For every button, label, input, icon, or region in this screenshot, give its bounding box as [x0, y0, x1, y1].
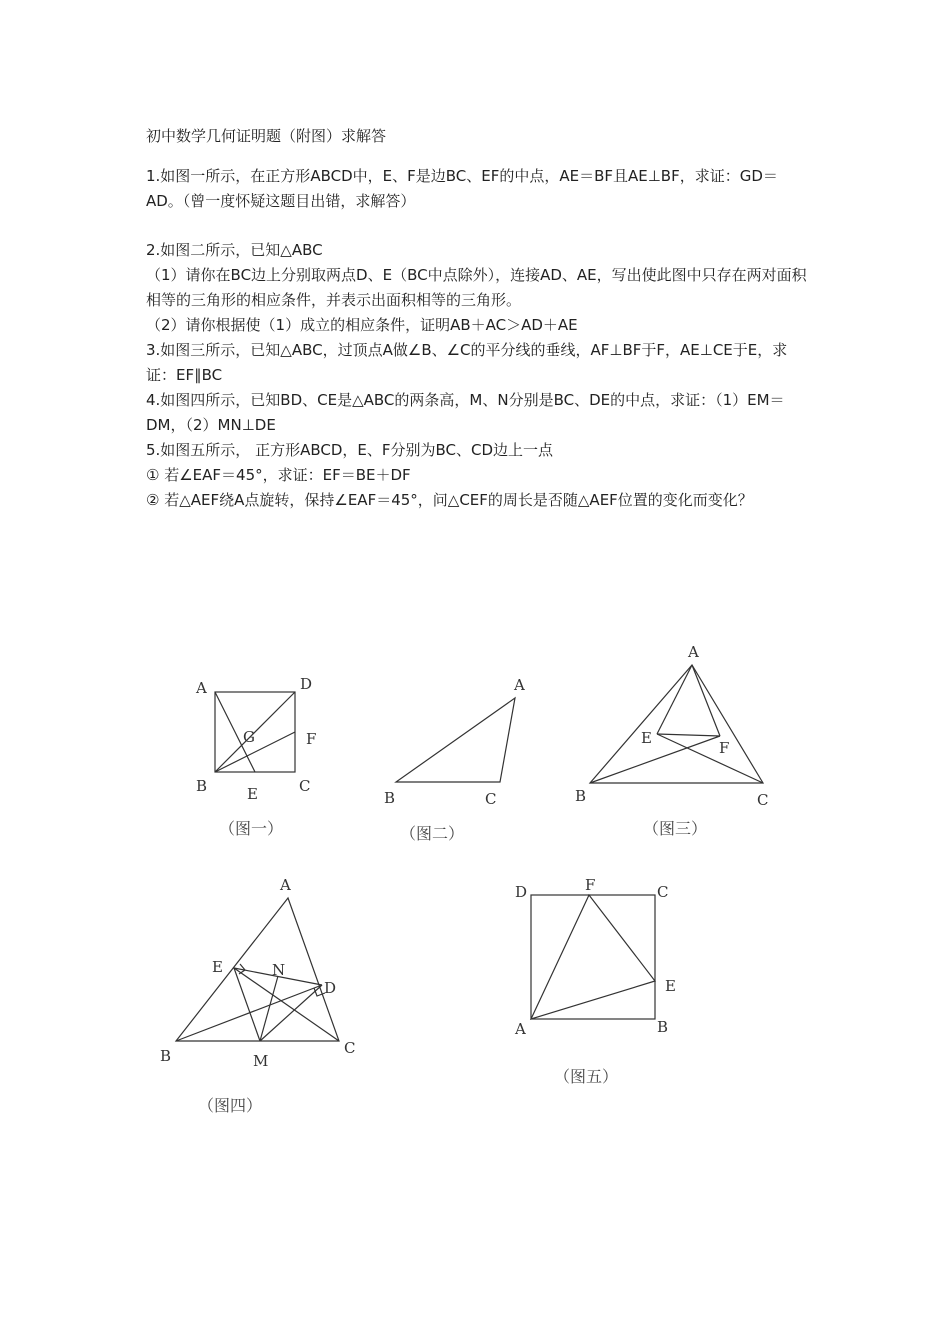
fig5-label-C: C [657, 883, 669, 901]
fig3-label-E: E [641, 729, 652, 747]
fig5-label-F: F [585, 876, 596, 894]
fig3-label-A: A [688, 643, 699, 661]
question-2: 2.如图二所示，已知△ABC [146, 241, 323, 259]
fig3-label-F: F [719, 739, 730, 757]
fig4-caption: （图四） [198, 1096, 263, 1115]
fig1-caption: （图一） [219, 819, 284, 838]
fig2-caption: （图二） [400, 824, 465, 843]
fig1-label-F: F [306, 730, 317, 748]
fig1-label-C: C [299, 777, 311, 795]
fig5-label-B: B [657, 1018, 669, 1036]
fig1-label-D: D [300, 675, 313, 693]
fig5-label-A: A [515, 1020, 526, 1038]
fig5-label-E: E [665, 977, 676, 995]
fig4-label-C: C [344, 1039, 356, 1057]
question-1: 1.如图一所示，在正方形ABCD中，E、F是边BC、EF的中点，AE＝BF且AE⊥BF，求证：GD＝AD。（曾一度怀疑这题目出错，求解答） [146, 167, 778, 210]
document-title: 初中数学几何证明题（附图）求解答 [146, 127, 387, 145]
question-2-part-2: （2）请你根据使（1）成立的相应条件，证明AB＋AC＞AD＋AE [146, 316, 578, 334]
fig4-label-B: B [160, 1047, 172, 1065]
question-3: 3.如图三所示，已知△ABC，过顶点A做∠B、∠C的平分线的垂线，AF⊥BF于F，AE⊥CE于E，求证：EF∥BC [146, 341, 788, 384]
fig5-triangle-AEF [531, 895, 655, 1019]
fig5-caption: （图五） [554, 1067, 619, 1086]
fig2-label-C: C [485, 790, 497, 808]
fig4-label-E: E [212, 958, 223, 976]
fig1-label-A: A [196, 679, 207, 697]
question-5: 5.如图五所示， 正方形ABCD，E、F分别为BC、CD边上一点 [146, 441, 554, 459]
question-2-part-1: （1）请你在BC边上分别取两点D、E（BC中点除外），连接AD、AE，写出使此图中只存在两对面积相等的三角形的相应条件，并表示出面积相等的三角形。 [146, 266, 807, 309]
fig5-label-D: D [515, 883, 528, 901]
question-5-part-1: ① 若∠EAF＝45°，求证：EF＝BE＋DF [146, 466, 411, 484]
fig3-label-B: B [575, 787, 587, 805]
fig3-caption: （图三） [643, 819, 708, 838]
question-4: 4.如图四所示，已知BD、CE是△ABC的两条高，M、N分别是BC、DE的中点，求证：（1）EM＝DM，（2）MN⊥DE [146, 391, 785, 434]
fig1-label-G: G [243, 728, 255, 746]
fig4-label-M: M [253, 1052, 269, 1070]
fig2-label-A: A [514, 676, 525, 694]
fig4-label-A: A [280, 876, 291, 894]
fig1-label-E: E [247, 785, 258, 803]
fig3-label-C: C [757, 791, 769, 809]
fig2-label-B: B [384, 789, 396, 807]
fig4-label-D: D [324, 979, 337, 997]
fig1-label-B: B [196, 777, 208, 795]
fig4-label-N: N [272, 961, 286, 979]
question-5-part-2: ② 若△AEF绕A点旋转，保持∠EAF＝45°，问△CEF的周长是否随△AEF位置的变化而变化？ [146, 491, 753, 509]
